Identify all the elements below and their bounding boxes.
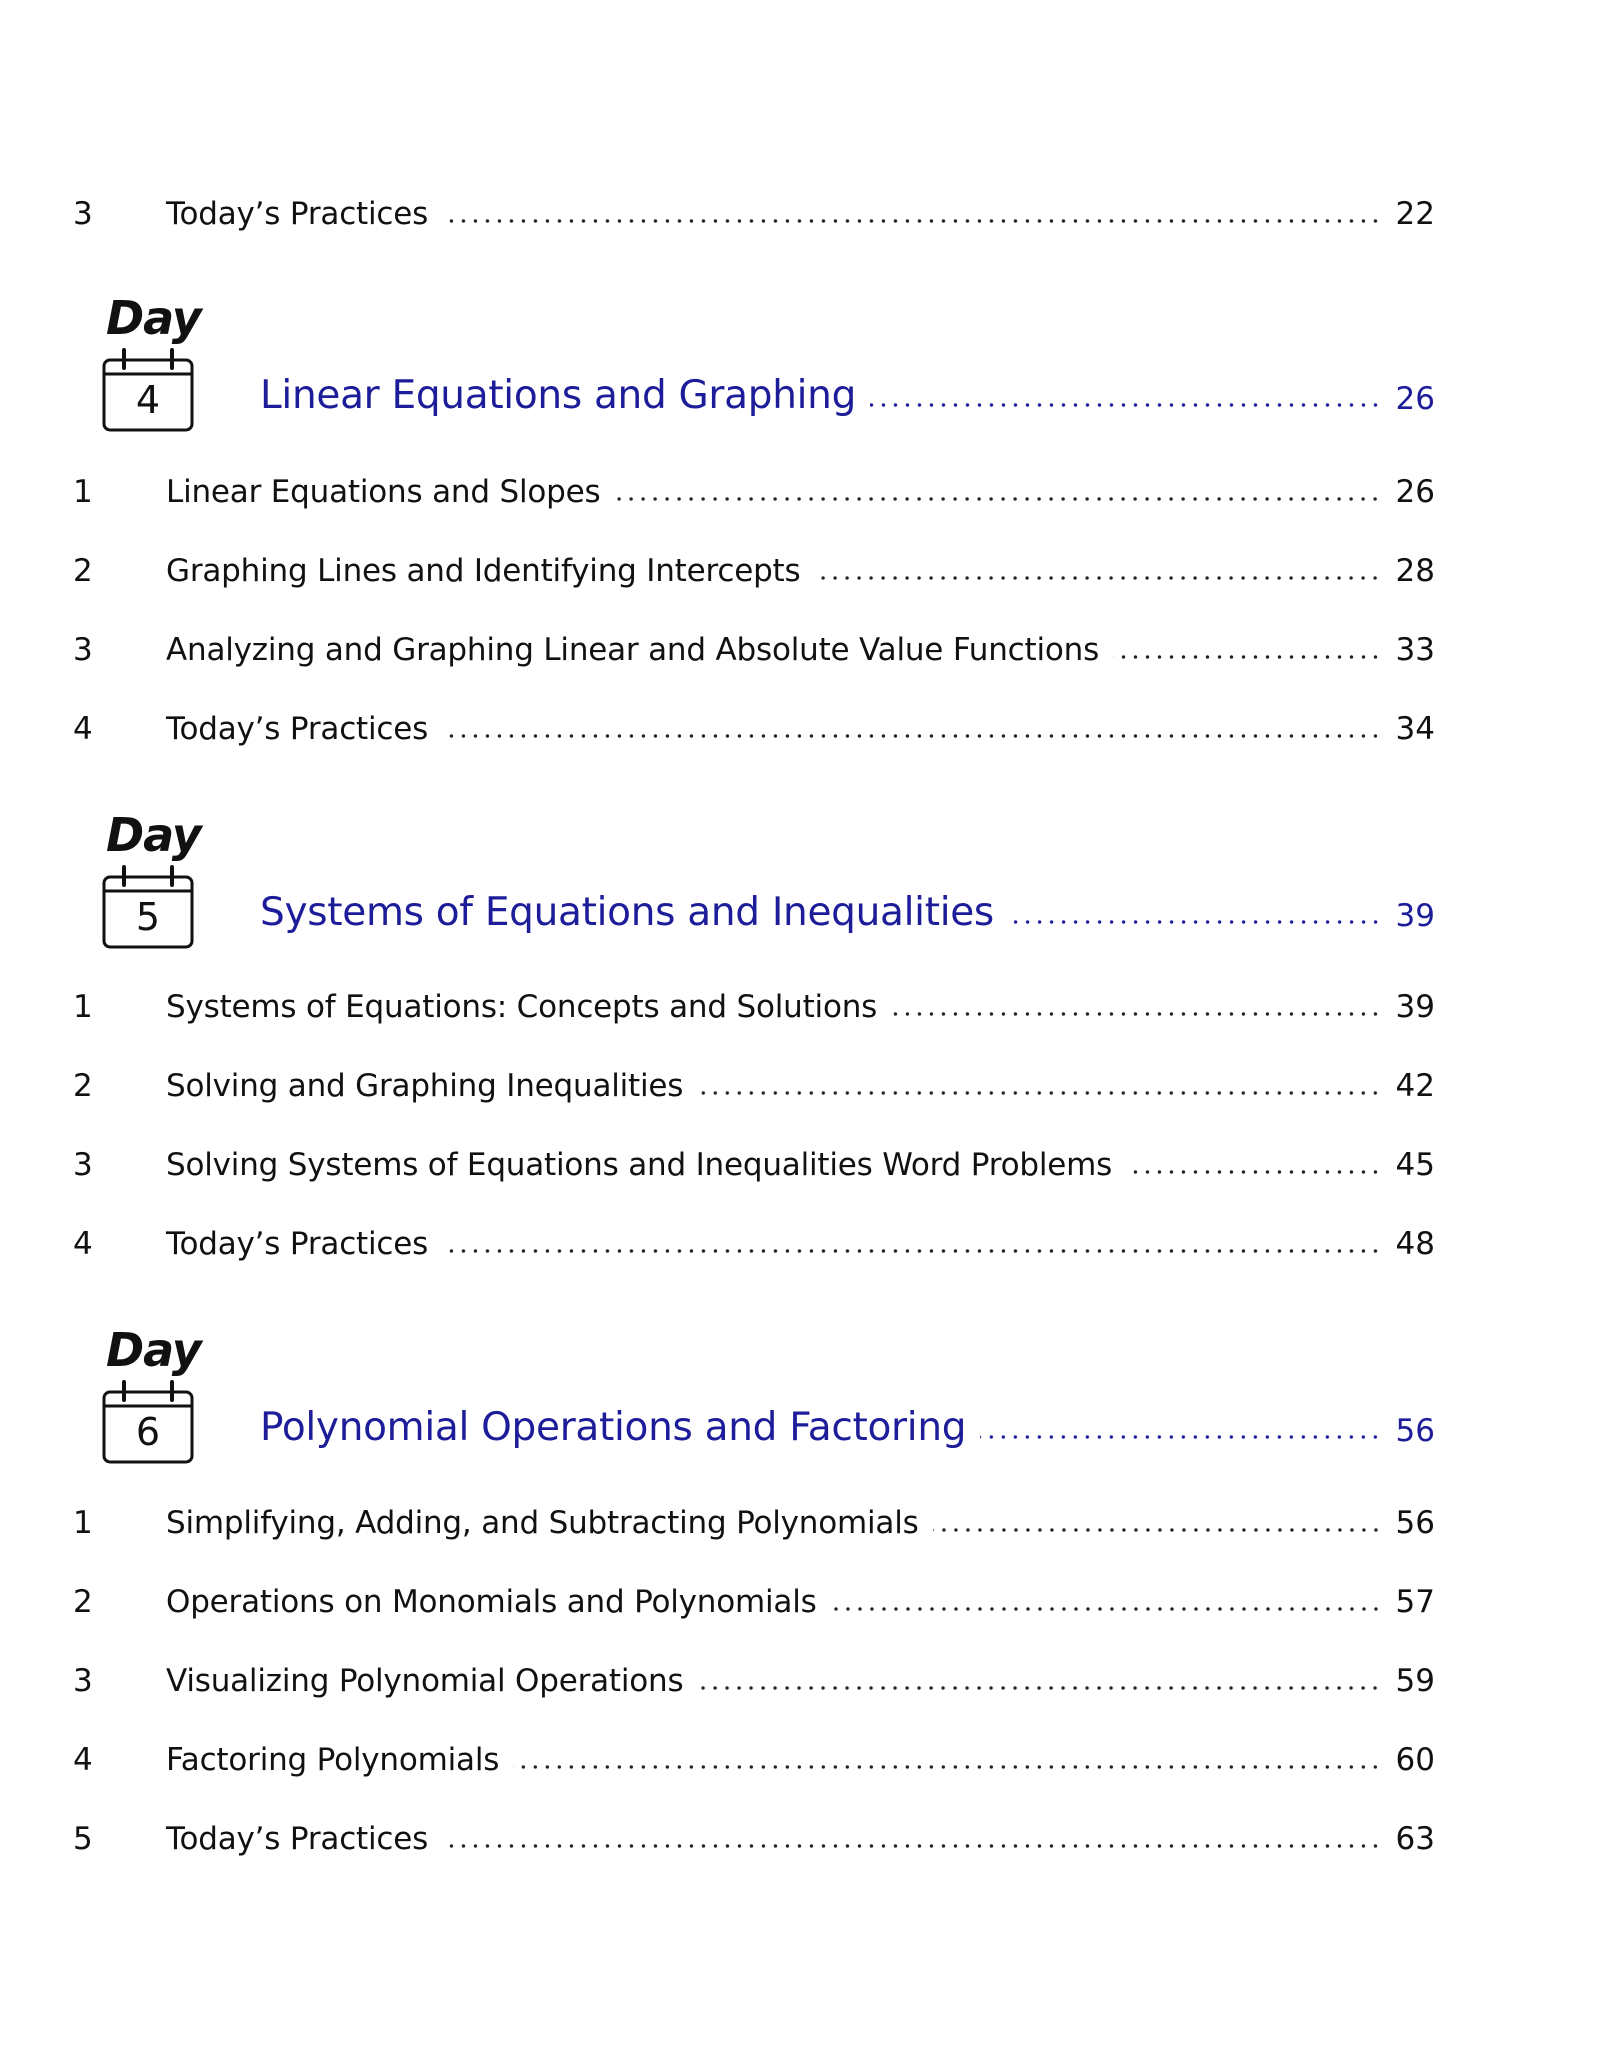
toc-entry[interactable] [0, 1580, 1600, 1624]
toc-entry[interactable] [0, 628, 1600, 672]
entry-number: 5 [73, 1821, 93, 1857]
day-number: 4 [135, 378, 161, 422]
dot-leader [814, 576, 1381, 580]
entry-line [166, 1222, 1435, 1266]
entry-page: 28 [1395, 553, 1435, 589]
dot-leader [697, 1091, 1381, 1095]
day-label: Day [106, 291, 201, 345]
entry-title: Visualizing Polynomial Operations [166, 1663, 684, 1699]
entry-number: 1 [73, 989, 93, 1025]
entry-title: Operations on Monomials and Polynomials [166, 1584, 817, 1620]
day-number: 6 [135, 1410, 161, 1454]
dot-leader [442, 1249, 1381, 1253]
entry-number: 2 [73, 1068, 93, 1104]
entry-line [166, 1064, 1435, 1108]
entry-number: 1 [73, 474, 93, 510]
toc-entry[interactable] [0, 1143, 1600, 1187]
entry-page: 22 [1395, 196, 1435, 232]
entry-line [166, 1738, 1435, 1782]
entry-page: 42 [1395, 1068, 1435, 1104]
entry-title: Factoring Polynomials [166, 1742, 500, 1778]
entry-line [166, 1659, 1435, 1703]
entry-number: 3 [73, 196, 93, 232]
chapter-line [260, 368, 1435, 424]
calendar-icon [102, 348, 194, 432]
entry-line [166, 1817, 1435, 1861]
entry-number: 2 [73, 1584, 93, 1620]
entry-line [166, 1501, 1435, 1545]
entry-line [166, 549, 1435, 593]
entry-page: 48 [1395, 1226, 1435, 1262]
toc-entry[interactable] [0, 1738, 1600, 1782]
chapter-page: 56 [1395, 1413, 1435, 1449]
toc-entry[interactable] [0, 470, 1600, 514]
dot-leader [442, 1844, 1381, 1848]
entry-line [166, 1580, 1435, 1624]
entry-page: 63 [1395, 1821, 1435, 1857]
chapter-page: 26 [1395, 381, 1435, 417]
toc-entry[interactable] [0, 1817, 1600, 1861]
entry-page: 60 [1395, 1742, 1435, 1778]
chapter-day-6[interactable] [0, 1322, 1600, 1472]
chapter-day-4[interactable] [0, 290, 1600, 440]
toc-entry[interactable] [0, 1659, 1600, 1703]
entry-line [166, 470, 1435, 514]
entry-line [166, 985, 1435, 1029]
entry-title: Simplifying, Adding, and Subtracting Polynomials [166, 1505, 919, 1541]
entry-number: 4 [73, 1226, 93, 1262]
entry-line [166, 1143, 1435, 1187]
entry-line [166, 707, 1435, 751]
entry-page: 57 [1395, 1584, 1435, 1620]
day-label: Day [106, 808, 201, 862]
dot-leader [980, 1435, 1381, 1439]
entry-line [166, 628, 1435, 672]
entry-title: Today’s Practices [166, 196, 429, 232]
chapter-day-5[interactable] [0, 807, 1600, 957]
entry-page: 39 [1395, 989, 1435, 1025]
entry-title: Today’s Practices [166, 711, 429, 747]
dot-leader [1113, 655, 1382, 659]
toc-entry[interactable] [0, 1064, 1600, 1108]
chapter-title: Systems of Equations and Inequalities [260, 890, 994, 935]
day-number: 5 [135, 895, 161, 939]
entry-title: Linear Equations and Slopes [166, 474, 601, 510]
dot-leader [1008, 920, 1382, 924]
dot-leader [1126, 1170, 1381, 1174]
toc-entry[interactable] [0, 192, 1600, 236]
toc-entry[interactable] [0, 1501, 1600, 1545]
dot-leader [870, 403, 1381, 407]
entry-title: Today’s Practices [166, 1226, 429, 1262]
entry-number: 3 [73, 632, 93, 668]
dot-leader [513, 1765, 1381, 1769]
entry-page: 33 [1395, 632, 1435, 668]
entry-number: 1 [73, 1505, 93, 1541]
toc-entry[interactable] [0, 1222, 1600, 1266]
entry-title: Graphing Lines and Identifying Intercepts [166, 553, 801, 589]
entry-title: Solving and Graphing Inequalities [166, 1068, 684, 1104]
entry-number: 4 [73, 1742, 93, 1778]
entry-line [166, 192, 1435, 236]
toc-entry[interactable] [0, 549, 1600, 593]
entry-page: 56 [1395, 1505, 1435, 1541]
entry-number: 4 [73, 711, 93, 747]
chapter-line [260, 1400, 1435, 1456]
toc-entry[interactable] [0, 985, 1600, 1029]
chapter-title: Linear Equations and Graphing [260, 373, 857, 418]
calendar-icon [102, 865, 194, 949]
entry-title: Today’s Practices [166, 1821, 429, 1857]
entry-title: Analyzing and Graphing Linear and Absolute Value Functions [166, 632, 1100, 668]
entry-number: 3 [73, 1663, 93, 1699]
dot-leader [831, 1607, 1382, 1611]
dot-leader [697, 1686, 1381, 1690]
dot-leader [891, 1012, 1381, 1016]
toc-entry[interactable] [0, 707, 1600, 751]
entry-page: 45 [1395, 1147, 1435, 1183]
dot-leader [933, 1528, 1382, 1532]
day-label: Day [106, 1323, 201, 1377]
entry-page: 59 [1395, 1663, 1435, 1699]
entry-number: 2 [73, 553, 93, 589]
dot-leader [442, 734, 1381, 738]
entry-number: 3 [73, 1147, 93, 1183]
entry-title: Systems of Equations: Concepts and Solutions [166, 989, 878, 1025]
chapter-line [260, 885, 1435, 941]
entry-page: 26 [1395, 474, 1435, 510]
dot-leader [614, 497, 1381, 501]
chapter-title: Polynomial Operations and Factoring [260, 1405, 967, 1450]
entry-title: Solving Systems of Equations and Inequalities Word Problems [166, 1147, 1113, 1183]
entry-page: 34 [1395, 711, 1435, 747]
calendar-icon [102, 1380, 194, 1464]
chapter-page: 39 [1395, 898, 1435, 934]
dot-leader [442, 219, 1381, 223]
